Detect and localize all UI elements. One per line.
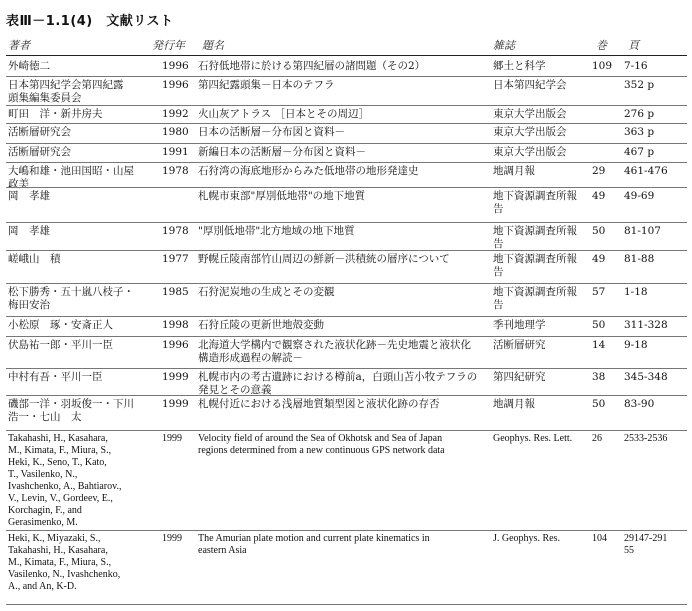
cell-volume: 38 [592,371,606,383]
cell-title: 石狩泥炭地の生成とその変観 [198,286,335,298]
table-title: 表Ⅲ－1.1(4) 文献リスト [6,14,174,29]
column-header-title: 題名 [202,39,224,52]
cell-year: 1999 [162,433,182,444]
cell-volume: 50 [592,319,606,331]
cell-year: 1978 [162,225,189,237]
cell-author: Heki, K., Miyazaki, S., Takahashi, H., Kasahara, M., Kimata, F., Miura, S., Vasilenko, N., Ivashchenko, A., and An, K-D. [8,533,121,592]
row-divider [6,530,687,531]
cell-year: 1985 [162,286,189,298]
cell-pages: 7-16 [624,60,648,72]
cell-journal: 東京大学出版会 [493,146,567,158]
cell-pages: 352 p [624,79,655,91]
row-divider [6,395,687,396]
cell-volume: 57 [592,286,606,298]
cell-title: The Amurian plate motion and current plate kinematics in eastern Asia [198,533,430,556]
row-divider [6,250,687,251]
cell-journal: 第四紀研究 [493,371,546,383]
row-divider [6,162,687,163]
cell-year: 1996 [162,339,189,351]
cell-year: 1999 [162,398,189,410]
cell-title: 新編日本の活断層－分布図と資料－ [198,146,366,158]
cell-pages: 81-107 [624,225,661,237]
header-rule [6,55,687,56]
cell-year: 1996 [162,79,189,91]
cell-pages: 1-18 [624,286,648,298]
row-divider [6,123,687,124]
row-divider [6,283,687,284]
cell-year: 1991 [162,146,189,158]
column-header-year: 発行年 [152,39,185,52]
column-header-pages: 頁 [628,39,639,52]
cell-year: 1996 [162,60,189,72]
cell-author: 活断層研究会 [8,146,71,158]
cell-author: 磯部一洋・羽坂俊一・下川 浩一・七山 太 [8,398,134,423]
cell-author: 嵯峨山 積 [8,253,61,265]
cell-journal: 東京大学出版会 [493,126,567,138]
cell-journal: 活断層研究 [493,339,546,351]
cell-pages: 49-69 [624,190,655,202]
cell-title: 北海道大学構内で観察された液状化跡－先史地震と液状化 構造形成過程の解読－ [198,339,471,364]
cell-pages: 83-90 [624,398,655,410]
cell-pages: 467 p [624,146,655,158]
row-divider [6,143,687,144]
cell-author: 中村有吾・平川一臣 [8,371,103,383]
row-divider [6,222,687,223]
cell-year: 1999 [162,371,189,383]
cell-title: 石狩湾の海底地形からみた低地帯の地形発達史 [198,165,419,177]
cell-title: Velocity field of around the Sea of Okhotsk and Sea of Japan regions determined from a new continuous GPS network data [198,433,445,456]
row-divider [6,368,687,369]
cell-journal: 地下資源調査所報 告 [493,286,577,311]
cell-volume: 109 [592,60,613,72]
cell-volume: 26 [592,433,602,444]
row-divider [6,316,687,317]
cell-title: "厚別低地帯"北方地域の地下地質 [198,225,355,237]
cell-journal: 東京大学出版会 [493,108,567,120]
cell-volume: 104 [592,533,607,544]
cell-journal: 地調月報 [493,165,535,177]
cell-author: 小松原 琢・安斎正人 [8,319,113,331]
cell-title: 日本の活断層－分布図と資料－ [198,126,345,138]
cell-journal: 郷土と科学 [493,60,546,72]
cell-author: 岡 孝雄 [8,190,50,202]
cell-pages: 363 p [624,126,655,138]
cell-author: 岡 孝雄 [8,225,50,237]
cell-journal: 地下資源調査所報 告 [493,253,577,278]
cell-title: 第四紀露頭集－日本のテフラ [198,79,335,91]
cell-author: 松下勝秀・五十嵐八枝子・ 梅田安治 [8,286,134,311]
cell-volume: 50 [592,225,606,237]
column-header-journal: 雑誌 [493,39,515,52]
cell-journal: 季刊地理学 [493,319,546,331]
column-header-author: 著者 [8,39,30,52]
cell-year: 1980 [162,126,189,138]
cell-year: 1977 [162,253,189,265]
cell-pages: 345-348 [624,371,668,383]
row-divider [6,187,687,188]
cell-author: 伏島祐一郎・平川一臣 [8,339,113,351]
cell-title: 野幌丘陵南部竹山周辺の鮮新－洪積統の層序について [198,253,450,265]
cell-title: 火山灰アトラス ［日本とその周辺］ [198,108,370,120]
cell-pages: 9-18 [624,339,648,351]
cell-year: 1978 [162,165,189,177]
cell-year: 1992 [162,108,189,120]
cell-title: 石狩低地帯に於ける第四紀層の諸問題（その2） [198,60,426,72]
cell-volume: 49 [592,253,606,265]
cell-year: 1998 [162,319,189,331]
cell-author: 活断層研究会 [8,126,71,138]
cell-journal: Geophys. Res. Lett. [493,433,573,444]
cell-journal: 地下資源調査所報 告 [493,225,577,250]
cell-year: 1999 [162,533,182,544]
row-divider [6,105,687,106]
cell-journal: 地下資源調査所報 告 [493,190,577,215]
cell-title: 石狩丘陵の更新世地殻変動 [198,319,324,331]
column-header-volume: 巻 [596,39,607,52]
cell-author: 大嶋和雄・池田国昭・山屋 政美 [8,165,134,190]
cell-author: 外崎徳二 [8,60,50,72]
row-divider [6,336,687,337]
cell-pages: 29147-291 55 [624,533,668,556]
cell-pages: 311-328 [624,319,668,331]
cell-volume: 50 [592,398,606,410]
cell-pages: 81-88 [624,253,655,265]
cell-journal: 日本第四紀学会 [493,79,567,91]
cell-pages: 461-476 [624,165,668,177]
cell-pages: 276 p [624,108,655,120]
cell-volume: 29 [592,165,606,177]
row-divider [6,430,687,431]
cell-title: 札幌付近における浅層地質類型図と液状化跡の存否 [198,398,440,410]
row-divider [6,604,687,605]
cell-author: 日本第四紀学会第四紀露 頭集編集委員会 [8,79,124,104]
cell-pages: 2533-2536 [624,433,668,444]
cell-author: Takahashi, H., Kasahara, M., Kimata, F., Miura, S., Heki, K., Seno, T., Kato, T., Vasilenko, N., Ivashchenko, A., Bahtiarov., V., Levin, V., Gordeev, E., Korchagin, F., and Gerasimenko, M. [8,433,122,528]
cell-author: 町田 洋・新井房夫 [8,108,103,120]
cell-journal: J. Geophys. Res. [493,533,560,544]
cell-volume: 49 [592,190,606,202]
cell-title: 札幌市東部"厚別低地帯"の地下地質 [198,190,366,202]
cell-title: 札幌市内の考古遺跡における樽前a，白頭山苫小牧テフラの 発見とその意義 [198,371,478,396]
row-divider [6,76,687,77]
cell-journal: 地調月報 [493,398,535,410]
cell-volume: 14 [592,339,606,351]
